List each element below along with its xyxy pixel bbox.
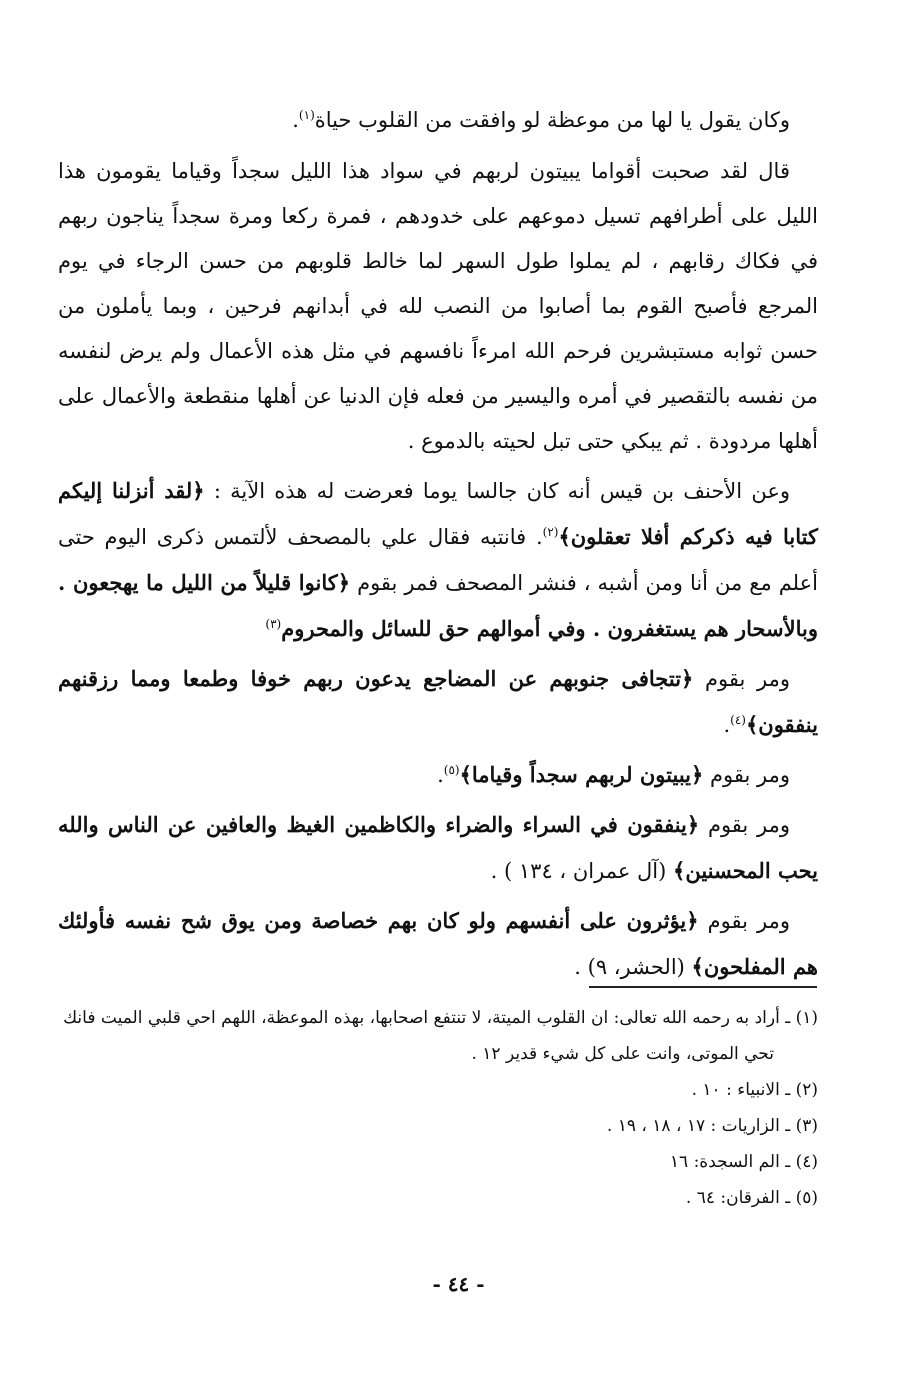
paragraph-4-end: . xyxy=(723,713,731,737)
paragraph-1 xyxy=(58,98,818,143)
footnote-1: (١) ـ أراد به رحمه الله تعالى: ان القلوب الميتة، لا تنتفع اصحابها، بهذه الموعظة، اللهم احي قلبي الميت فانك تحي الموتى، وانت على كل شيء قدير ١٢ . xyxy=(63,1008,818,1064)
paragraph-3-intro: وعن الأحنف بن قيس أنه كان جالسا يوما فعرضت له هذه الآية : xyxy=(213,479,791,503)
paragraph-4 xyxy=(58,656,818,748)
paragraph-1-end: . xyxy=(292,108,299,132)
paragraph-2: قال لقد صحبت أقواما يبيتون لربهم في سواد هذا الليل سجداً وقياما يقومون هذا الليل على أطرافهم تسيل دموعهم على خدودهم ، فمرة ركعا ومرة سجداً يناجون ربهم في فكاك رقابهم ، لم يملوا طول السهر لما خالط قلوبهم من حسن الرجاء في يوم المرجع فأصبح القوم بما أصابوا من النصب لله في أبدانهم فرحين ، وبما يأملون من حسن ثوابه مستبشرين فرحم الله امرءاً نافسهم في مثل هذه الأعمال ولم يرض لنفسه من نفسه بالتقصير في أمره واليسير من فعله فإن الدنيا عن أهلها منقطعة والأعمال على أهلها مردودة . ثم يبكي حتى تبل لحيته بالدموع . xyxy=(58,159,818,453)
paragraph-3-middle: . فانتبه فقال علي بالمصحف لألتمس ذكرى اليوم حتى أعلم مع من أنا ومن أشبه ، فنشر المصحف فمر بقوم xyxy=(58,525,818,595)
verse-reference-2: (الحشر، ٩) . xyxy=(574,955,685,979)
quran-quote-5: ﴿ينفقون في السراء والضراء والكاظمين الغيظ والعافين عن الناس والله يحب المحسنين﴾ xyxy=(58,812,818,883)
footnotes xyxy=(58,1000,818,1216)
footnote-4: (٤) ـ الم السجدة: ١٦ xyxy=(669,1152,818,1172)
footnote-3: (٣) ـ الزاريات : ١٧ ، ١٨ ، ١٩ . xyxy=(606,1116,818,1136)
footnote-ref-3: (٣) xyxy=(265,617,282,631)
footnote-2: (٢) ـ الانبياء : ١٠ . xyxy=(691,1080,818,1100)
quran-quote-2: ﴿كانوا قليلاً من الليل ما يهجعون . وبالأسحار هم يستغفرون . وفي أموالهم حق للسائل والمحروم xyxy=(58,570,818,641)
paragraph-5 xyxy=(58,752,818,798)
footnote-ref-1: (١) xyxy=(298,108,315,122)
footnote-separator xyxy=(589,986,817,988)
main-text xyxy=(58,98,818,994)
footnote-ref-4: (٤) xyxy=(730,713,746,727)
paragraph-5-intro: ومر بقوم xyxy=(710,763,790,787)
page-number: - ٤٤ - xyxy=(432,1272,485,1296)
paragraph-5-end: . xyxy=(437,763,444,787)
paragraph-1-text: وكان يقول يا لها من موعظة لو وافقت من القلوب حياة xyxy=(314,108,790,132)
paragraph-6 xyxy=(58,802,818,894)
footnote-ref-5: (٥) xyxy=(443,763,460,777)
paragraph-7-intro: ومر بقوم xyxy=(707,909,790,933)
verse-reference-1: (آل عمران ، ١٣٤ ) . xyxy=(490,859,667,883)
footnote-5: (٥) ـ الفرقان: ٦٤ . xyxy=(685,1188,818,1208)
paragraph-7 xyxy=(58,898,818,990)
quran-quote-6: ﴿يؤثرون على أنفسهم ولو كان بهم خصاصة ومن يوق شح نفسه فأولئك هم المفلحون﴾ xyxy=(58,908,818,979)
paragraph-4-intro: ومر بقوم xyxy=(705,667,790,691)
quran-quote-4: ﴿يبيتون لربهم سجداً وقياما﴾ xyxy=(459,762,704,787)
quran-quote-3: ﴿تتجافى جنوبهم عن المضاجع يدعون ربهم خوفا وطمعا ومما رزقنهم ينفقون﴾ xyxy=(58,666,818,737)
paragraph-6-intro: ومر بقوم xyxy=(707,813,790,837)
footnote-ref-2: (٢) xyxy=(542,525,559,539)
quran-quote-1: ﴿لقد أنزلنا إليكم كتابا فيه ذكركم أفلا تعقلون﴾ xyxy=(58,478,818,549)
paragraph-3 xyxy=(58,468,818,652)
